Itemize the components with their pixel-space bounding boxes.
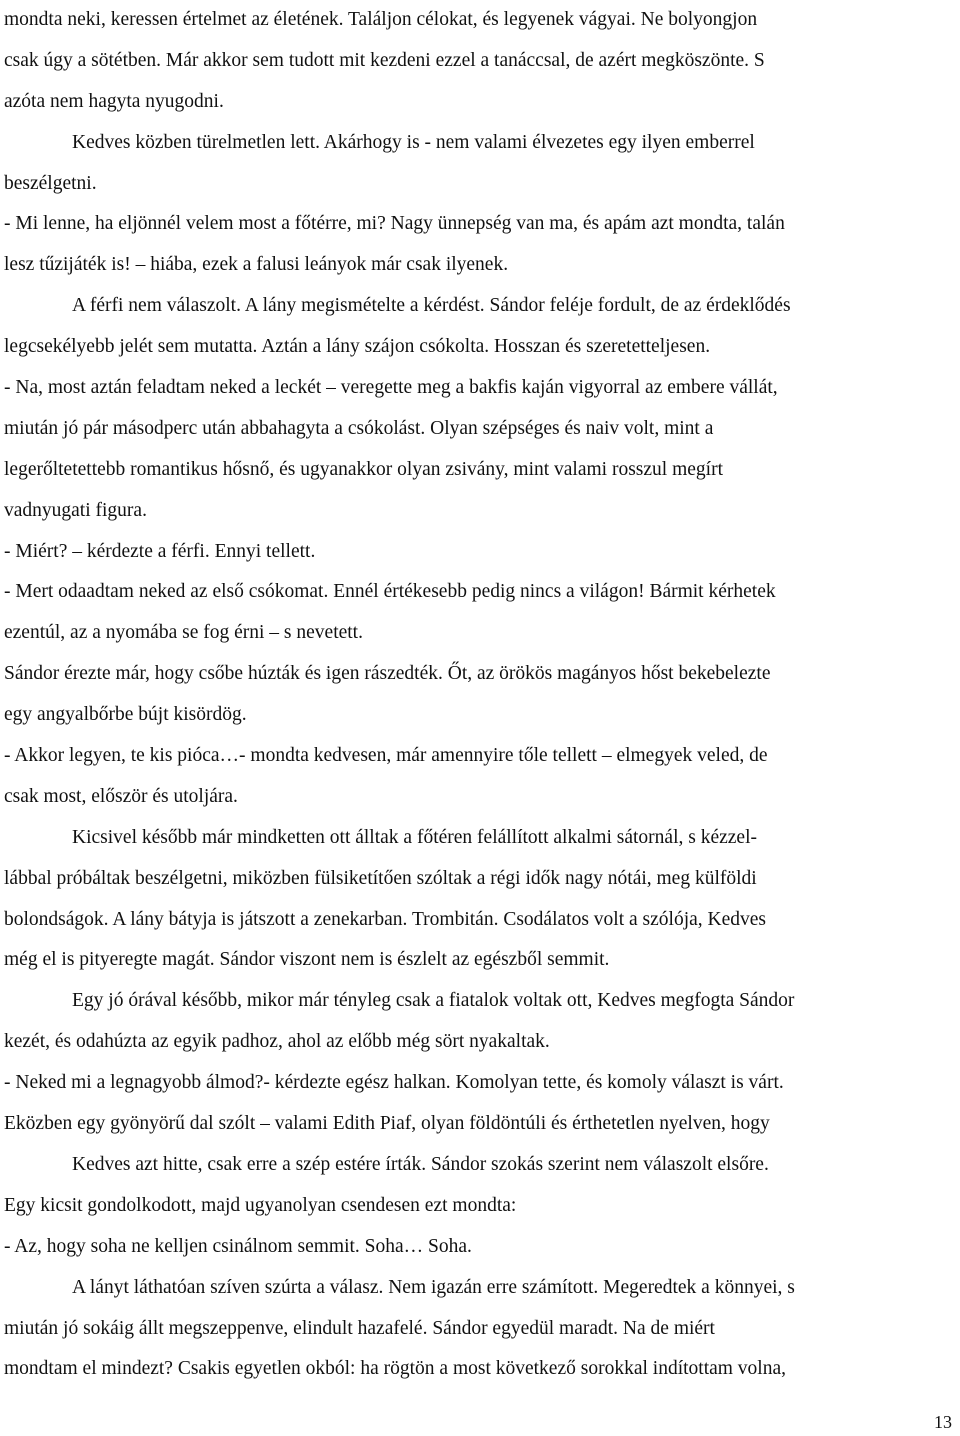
text-line: - Akkor legyen, te kis pióca…- mondta kedvesen, már amennyire tőle tellett – elmegyek veled, de — [4, 745, 768, 767]
text-line: - Na, most aztán feladtam neked a leckét – veregette meg a bakfis kaján vigyorral az embere vállát, — [4, 377, 778, 399]
text-line: csak úgy a sötétben. Már akkor sem tudott mit kezdeni ezzel a tanáccsal, de azért megköszönte. S — [4, 49, 765, 71]
text-line: beszélgetni. — [4, 172, 97, 194]
text-line: miután jó sokáig állt megszeppenve, elindult hazafelé. Sándor egyedül maradt. Na de miért — [4, 1317, 715, 1339]
text-line: ezentúl, az a nyomába se fog érni – s nevetett. — [4, 622, 363, 644]
text-line: Egy jó órával később, mikor már tényleg csak a fiatalok voltak ott, Kedves megfogta Sándor — [72, 990, 795, 1012]
text-line: legcsekélyebb jelét sem mutatta. Aztán a lány szájon csókolta. Hosszan és szeretetteljesen. — [4, 336, 711, 358]
text-line: - Mi lenne, ha eljönnél velem most a főtérre, mi? Nagy ünnepség van ma, és apám azt mondta, talán — [4, 213, 785, 235]
text-line: lábbal próbáltak beszélgetni, miközben fülsiketítően szóltak a régi idők nagy nótái, meg külföldi — [4, 867, 757, 889]
text-line: azóta nem hagyta nyugodni. — [4, 90, 224, 112]
text-line: A lányt láthatóan szíven szúrta a válasz. Nem igazán erre számított. Megeredtek a könnyei, s — [72, 1276, 795, 1298]
text-line: Egy kicsit gondolkodott, majd ugyanolyan csendesen ezt mondta: — [4, 1194, 517, 1216]
text-line: Eközben egy gyönyörű dal szólt – valami Edith Piaf, olyan földöntúli és érthetetlen nyelven, hogy — [4, 1113, 770, 1135]
text-line: miután jó pár másodperc után abbahagyta a csókolást. Olyan szépséges és naiv volt, mint a — [4, 417, 714, 439]
text-line: vadnyugati figura. — [4, 499, 147, 521]
text-line: Sándor érezte már, hogy csőbe húzták és igen rászedték. Őt, az örökös magányos hőst bekebelezte — [4, 663, 771, 685]
body-text — [4, 0, 956, 1390]
text-line: Kicsivel később már mindketten ott álltak a főtéren felállított alkalmi sátornál, s kézzel- — [72, 826, 757, 848]
text-line: Kedves azt hitte, csak erre a szép estére írták. Sándor szokás szerint nem válaszolt elsőre. — [72, 1153, 769, 1175]
text-line: csak most, először és utoljára. — [4, 785, 238, 807]
text-line: mondta neki, keressen értelmet az életének. Találjon célokat, és legyenek vágyai. Ne bolyongjon — [4, 9, 758, 30]
text-line: bolondságok. A lány bátyja is játszott a zenekarban. Trombitán. Csodálatos volt a szólója, Kedves — [4, 908, 766, 930]
text-line: még el is pityeregte magát. Sándor viszont nem is észlelt az egészből semmit. — [4, 949, 610, 971]
text-line: legerőltetettebb romantikus hősnő, és ugyanakkor olyan zsivány, mint valami rosszul megírt — [4, 458, 723, 480]
text-line: egy angyalbőrbe bújt kisördög. — [4, 704, 247, 726]
text-line: lesz tűzijáték is! – hiába, ezek a falusi leányok már csak ilyenek. — [4, 254, 509, 276]
page-number: 13 — [934, 1412, 952, 1432]
text-line: Kedves közben türelmetlen lett. Akárhogy is - nem valami élvezetes egy ilyen emberrel — [72, 131, 755, 153]
text-line: - Az, hogy soha ne kelljen csinálnom semmit. Soha… Soha. — [4, 1235, 472, 1257]
text-line: kezét, és odahúzta az egyik padhoz, ahol az előbb még sört nyakaltak. — [4, 1031, 550, 1053]
text-line: - Mert odaadtam neked az első csókomat. Ennél értékesebb pedig nincs a világon! Bármit kérhetek — [4, 581, 776, 603]
text-line: - Neked mi a legnagyobb álmod?- kérdezte egész halkan. Komolyan tette, és komoly választ is várt. — [4, 1072, 784, 1094]
text-line: - Miért? – kérdezte a férfi. Ennyi tellett. — [4, 540, 316, 562]
text-line: mondtam el mindezt? Csakis egyetlen okból: ha rögtön a most következő sorokkal indítottam volna, — [4, 1358, 787, 1380]
text-line: A férfi nem válaszolt. A lány megismételte a kérdést. Sándor feléje fordult, de az érdeklődés — [72, 295, 791, 317]
